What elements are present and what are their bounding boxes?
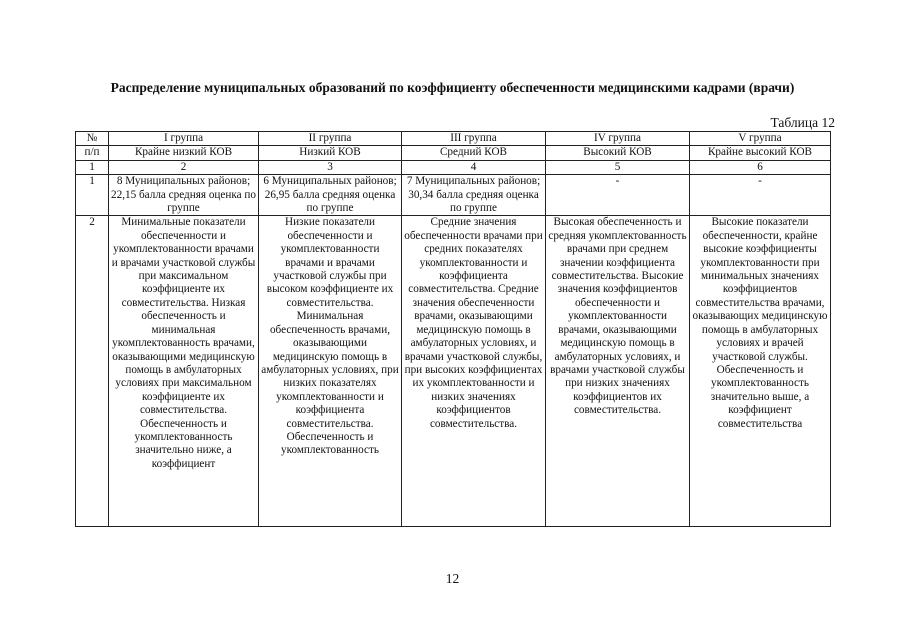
group-4-name: IV группа — [546, 132, 690, 146]
page-title: Распределение муниципальных образований по коэффициенту обеспеченности медицинскими кадрами (врачи) — [110, 80, 795, 95]
table-cell — [402, 216, 546, 527]
group-3-name: III группа — [402, 132, 546, 146]
row-number: 1 — [76, 175, 109, 216]
column-number: 2 — [109, 160, 259, 174]
table-row — [76, 216, 831, 527]
cell-text: Средние значения обеспеченности врачами при средних показателях укомплектованности и коэффициента совместительства. Средние значения обеспеченности врачами, оказывающими медицинскую помощь в амбулаторных условиях, и врачами участковой службы, при высоких коэффициентах их укомплектованности и низких значениях коэффициентов совместительства. — [404, 216, 543, 430]
table-cell: - — [690, 175, 831, 216]
cell-text: Высокая обеспеченность и средняя укомплектованность врачами при среднем значении коэффициента совместительства. Высокие значения коэффициентов обеспеченности и укомплектованности врачами, оказывающими медицинскую помощь в амбулаторных условиях, и врачами участковой службы при низких значениях коэффициентов их совместительства. — [548, 216, 687, 417]
group-1-subtitle: Крайне низкий КОВ — [109, 146, 259, 160]
column-number: 4 — [402, 160, 546, 174]
group-2-subtitle: Низкий КОВ — [259, 146, 402, 160]
column-number: 5 — [546, 160, 690, 174]
column-number: 1 — [76, 160, 109, 174]
header-row-subtitles — [76, 146, 831, 160]
cell-text: Высокие показатели обеспеченности, крайне высокие коэффициенты укомплектованности при минимальных значениях коэффициентов совместительства врачами, оказывающих медицинскую помощь в амбулаторных условиях и врачей участковой службы. Обеспеченность и укомплектованность значительно выше, а коэффициент совместительства — [692, 216, 828, 430]
table-cell — [109, 216, 259, 527]
table-label: Таблица 12 — [770, 115, 835, 130]
group-2-name: II группа — [259, 132, 402, 146]
table-cell: - — [546, 175, 690, 216]
table-row — [76, 175, 831, 216]
table-cell — [690, 216, 831, 527]
table-cell: 8 Муниципальных районов; 22,15 балла средняя оценка по группе — [109, 175, 259, 216]
page-number: 12 — [445, 571, 460, 586]
group-5-name: V группа — [690, 132, 831, 146]
num-header-bottom: п/п — [76, 146, 109, 160]
column-number-row — [76, 160, 831, 174]
group-4-subtitle: Высокий КОВ — [546, 146, 690, 160]
num-header-top: № — [76, 132, 109, 146]
distribution-table — [75, 131, 831, 527]
table-cell: 6 Муниципальных районов; 26,95 балла средняя оценка по группе — [259, 175, 402, 216]
header-row-groups — [76, 132, 831, 146]
table-cell: 7 Муниципальных районов; 30,34 балла средняя оценка по группе — [402, 175, 546, 216]
column-number: 6 — [690, 160, 831, 174]
cell-text: Минимальные показатели обеспеченности и укомплектованности врачами и врачами участковой службы при максимальном коэффициенте их совместительства. Низкая обеспеченность и минимальная укомплектованность врачами, оказывающими медицинскую помощь в амбулаторных условиях при максимальном коэффициенте их совместительства. Обеспеченность и укомплектованность значительно ниже, а коэффициент — [111, 216, 256, 470]
group-1-name: I группа — [109, 132, 259, 146]
group-5-subtitle: Крайне высокий КОВ — [690, 146, 831, 160]
column-number: 3 — [259, 160, 402, 174]
table-cell — [259, 216, 402, 527]
table-cell — [546, 216, 690, 527]
group-3-subtitle: Средний КОВ — [402, 146, 546, 160]
cell-text: Низкие показатели обеспеченности и укомплектованности врачами и врачами участковой службы при высоком коэффициенте их совместительства. Минимальная обеспеченность врачами, оказывающими медицинскую помощь в амбулаторных условиях, при низких показателях укомплектованности и коэффициента совместительства. Обеспеченность и укомплектованность — [261, 216, 399, 457]
row-number: 2 — [76, 216, 109, 527]
